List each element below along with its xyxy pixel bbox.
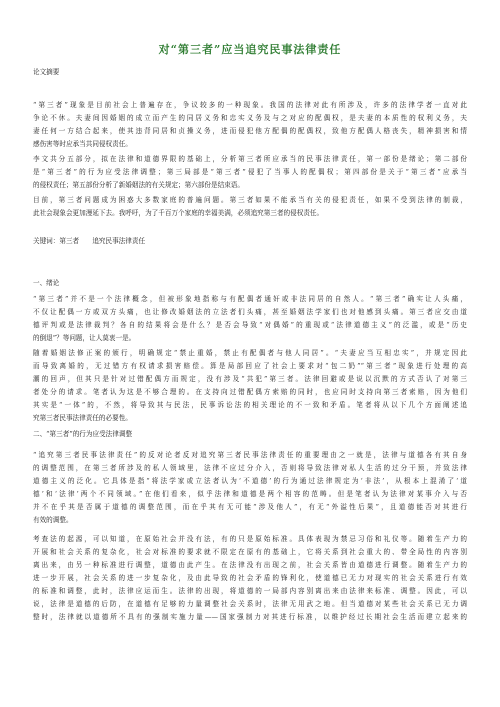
paragraph-line: 并不在乎其是否属于道德的调整范围，而在乎其有无可能“涉及他人”，有无“外溢性后果”，且道德能否对其进行 [33, 503, 467, 511]
section-heading: 一、绪论 [33, 279, 60, 287]
abstract-line: 妻任何一方结合起来，使其违背同居和贞操义务，进而侵犯他方配偶的配偶权，致他方配偶人格丧失，精神损害和情 [33, 127, 467, 135]
paragraph-line: 者处分的请求。笔者认为这是不够合理的。在支持向过错配偶方索赔的同时，也应同时支持向第三者索赔，因为他们 [33, 388, 467, 396]
paragraph-line: 的倒退”？等问题，让人莫衷一是。 [33, 334, 136, 342]
paragraph-line: 究第三者民事法律责任的必要性。 [33, 414, 132, 422]
abstract-line: 争论不休。夫妻间因婚姻的成立而产生的同居义务和忠实义务及与之对应的配偶权，是夫妻的本质性的权利义务，夫 [33, 114, 467, 122]
abstract-line: 感伤害等时应承当共同侵权责任。 [33, 140, 132, 148]
paragraph-line: 其实是“一体”的，不然，将导致其与民法，民事诉讼法的相关理论的不一致和矛盾。笔者将从以下几个方面阐述追 [33, 401, 467, 409]
paragraph-line: 不仅让配偶一方或双方头痛，也让修改婚姻法的立法者们头痛，甚至婚姻法学家们也对他感到头痛。第三者应交由道 [33, 308, 467, 316]
paragraph-line: 离出来，由另一种标准进行调整，道德由此产生。在法律没有出现之前，社会关系皆由道德进行调整。随着生产力的 [33, 561, 467, 569]
paragraph-line: 而导致离婚的，无过错方有权请求损害赔偿。算是局部回应了社会上要求对“包二奶”“第三者”现象进行处理的高 [33, 362, 467, 370]
paragraph-line: 的标准和调整，此时，法律应运而生。法律的出现，将道德的一局部内容别离出来由法律来标准、调整。因此，可以 [33, 587, 467, 595]
abstract-heading: 论文摘要 [33, 68, 60, 76]
paragraph-line: 德评判或是法律裁判？各自的结果将会是什么？是否会导致“对偶婚”的重现或“法律道德主义”的泛滥，或是“历史 [33, 321, 467, 329]
paragraph-line: 说，法律是道德的后防，在道德有足够的力量调整社会关系时，法律无用武之地。但当道德对某些社会关系已无力调 [33, 600, 467, 608]
paragraph-line: “第三者”并不是一个法律概念，但被形象地指称与有配偶者通奸或非法同居的自然人。“第三者”确实让人头痛， [33, 295, 467, 303]
section-heading: 二、“第三者”的行为应受法律调整 [33, 430, 133, 438]
paragraph-line: 开展和社会关系的复杂化，社会对标准的要求就不限定在原有的基础上，它将关系到社会重大的、带全局性的内容别 [33, 548, 467, 556]
document-title: 对“第三者”应当追究民事法律责任 [158, 43, 342, 56]
paragraph-line: 进一步开展，社会关系的进一步复杂化，及由此导致的社会矛盾的锋利化，使道德已无力对现实的社会关系进行有效 [33, 574, 467, 582]
abstract-line: 的侵权责任；第五部份分析了新婚姻法的有关规定；第六部份是结束语。 [33, 181, 244, 189]
paragraph-line: 道德主义的泛化。它具体是指“将法学家或立法者认为‘不道德’的行为通过法律规定为‘非法’，从根本上混淆了‘道 [33, 477, 467, 485]
paragraph-line: “追究第三者民事法律责任”的反对论者反对追究第三者民事法律责任的重要理由之一就是，法律与道德各有其自身 [33, 451, 467, 459]
abstract-line: 此社会现象会更加漫延下去。我呼吁，为了千百万个家庭的幸福美满，必须追究第三者的侵权责任。 [33, 209, 324, 217]
abstract-line: 目前，第三者问题成为困惑大多数家庭的普遍问题。第三者如果不能承当有关的侵犯责任，如果不受到法律的制裁， [33, 196, 467, 204]
paragraph-line: 有效的调整。 [33, 516, 73, 524]
paragraph-line: 整时，法律就以道德所不具有的强制实施力量——国家强制力对其进行标准，以维护经过长期社会生活而建立起来的 [33, 613, 467, 621]
paragraph-line: 的调整范围，在第三者所涉及的私人领域里，法律不应过分介入，否则将导致法律对私人生活的过分干预，并致法律 [33, 464, 467, 472]
keywords: 关键词：第三者 追究民事法律责任 [33, 237, 146, 245]
paragraph-line: 考查法的起源，可以知道，在原始社会并没有法，有的只是原始标准。具体表现为禁忌习俗和礼仪等。随着生产力的 [33, 535, 467, 543]
paragraph-line: 随着婚姻法修正案的颁行，明确规定“禁止重婚，禁止有配偶者与他人同居”。“夫妻应当互相忠实”，并规定因此 [33, 349, 467, 357]
abstract-line: 李文共分五部分，拟在法律和道德界限的基础上，分析第三者所应承当的民事法律责任，第一部份是绪论；第二部份 [33, 155, 467, 163]
paragraph-line: 潮的回声，但其只是针对过错配偶方而规定，没有涉及“共犯”第三者。法律回避或是说以沉默的方式否认了对第三 [33, 375, 467, 383]
abstract-line: 是“第三者”的行为应受法律调整；第三局部是“第三者”侵犯了当事人的配偶权；第四部份是关于“第三者”应承当 [33, 168, 467, 176]
abstract-line: “第三者”现象是目前社会上普遍存在，争议较多的一种现象。我国的法律对此有所涉及，许多的法律学者一直对此 [33, 101, 467, 109]
paragraph-line: 德’和‘法律’两个不同领域。”在他们看来，似乎法律和道德是两个相容的范畴。但是笔者认为法律对某事介入与否 [33, 490, 467, 498]
